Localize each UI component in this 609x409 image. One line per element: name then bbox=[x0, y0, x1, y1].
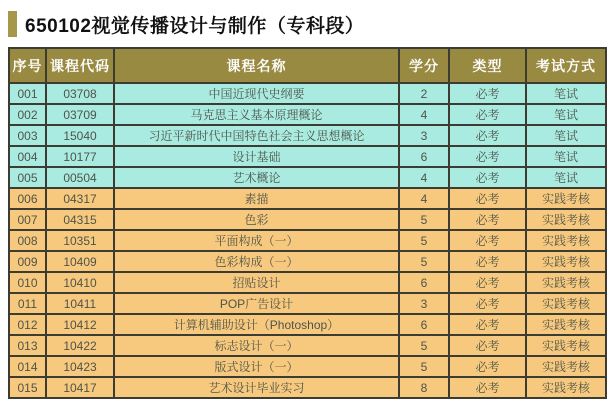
table-cell: 实践考核 bbox=[526, 188, 606, 209]
table-cell: 实践考核 bbox=[526, 356, 606, 377]
table-cell: 014 bbox=[9, 356, 46, 377]
table-cell: 实践考核 bbox=[526, 251, 606, 272]
table-cell: 6 bbox=[399, 272, 449, 293]
table-cell: 实践考核 bbox=[526, 230, 606, 251]
table-cell: 必考 bbox=[449, 377, 526, 398]
table-cell: 10412 bbox=[46, 314, 114, 335]
table-cell: 平面构成（一） bbox=[114, 230, 399, 251]
table-cell: POP广告设计 bbox=[114, 293, 399, 314]
table-cell: 10411 bbox=[46, 293, 114, 314]
table-cell: 招贴设计 bbox=[114, 272, 399, 293]
table-cell: 实践考核 bbox=[526, 314, 606, 335]
table-cell: 009 bbox=[9, 251, 46, 272]
table-row bbox=[9, 377, 606, 398]
table-row bbox=[9, 83, 606, 104]
header-cell: 学分 bbox=[399, 48, 449, 83]
table-cell: 003 bbox=[9, 125, 46, 146]
table-cell: 006 bbox=[9, 188, 46, 209]
table-cell: 中国近现代史纲要 bbox=[114, 83, 399, 104]
table-cell: 2 bbox=[399, 83, 449, 104]
table-cell: 必考 bbox=[449, 251, 526, 272]
table-row bbox=[9, 272, 606, 293]
table-cell: 必考 bbox=[449, 293, 526, 314]
table-cell: 012 bbox=[9, 314, 46, 335]
table-cell: 版式设计（一） bbox=[114, 356, 399, 377]
table-row bbox=[9, 125, 606, 146]
table-cell: 15040 bbox=[46, 125, 114, 146]
table-cell: 5 bbox=[399, 251, 449, 272]
table-row bbox=[9, 209, 606, 230]
header-cell: 课程代码 bbox=[46, 48, 114, 83]
table-cell: 03708 bbox=[46, 83, 114, 104]
table-cell: 素描 bbox=[114, 188, 399, 209]
table-row bbox=[9, 167, 606, 188]
table-cell: 004 bbox=[9, 146, 46, 167]
table-cell: 10417 bbox=[46, 377, 114, 398]
table-cell: 实践考核 bbox=[526, 209, 606, 230]
table-cell: 5 bbox=[399, 230, 449, 251]
table-cell: 必考 bbox=[449, 188, 526, 209]
table-row bbox=[9, 356, 606, 377]
table-cell: 10409 bbox=[46, 251, 114, 272]
table-cell: 实践考核 bbox=[526, 272, 606, 293]
table-cell: 015 bbox=[9, 377, 46, 398]
table-cell: 10423 bbox=[46, 356, 114, 377]
table-cell: 5 bbox=[399, 356, 449, 377]
table-row bbox=[9, 251, 606, 272]
table-cell: 马克思主义基本原理概论 bbox=[114, 104, 399, 125]
title-marker-bar bbox=[8, 11, 17, 37]
table-cell: 笔试 bbox=[526, 83, 606, 104]
table-cell: 5 bbox=[399, 335, 449, 356]
table-cell: 4 bbox=[399, 167, 449, 188]
table-cell: 6 bbox=[399, 314, 449, 335]
title-row bbox=[0, 0, 609, 40]
table-cell: 实践考核 bbox=[526, 377, 606, 398]
table-cell: 4 bbox=[399, 104, 449, 125]
table-row bbox=[9, 335, 606, 356]
table-cell: 必考 bbox=[449, 272, 526, 293]
table-cell: 艺术设计毕业实习 bbox=[114, 377, 399, 398]
table-row bbox=[9, 230, 606, 251]
table-cell: 3 bbox=[399, 293, 449, 314]
table-row bbox=[9, 188, 606, 209]
table-row bbox=[9, 104, 606, 125]
table-cell: 10177 bbox=[46, 146, 114, 167]
table-cell: 艺术概论 bbox=[114, 167, 399, 188]
table-row bbox=[9, 314, 606, 335]
table-cell: 计算机辅助设计（Photoshop） bbox=[114, 314, 399, 335]
table-cell: 002 bbox=[9, 104, 46, 125]
table-cell: 必考 bbox=[449, 209, 526, 230]
table-cell: 必考 bbox=[449, 356, 526, 377]
table-cell: 8 bbox=[399, 377, 449, 398]
header-cell: 考试方式 bbox=[526, 48, 606, 83]
table-cell: 04315 bbox=[46, 209, 114, 230]
table-cell: 10410 bbox=[46, 272, 114, 293]
table-row bbox=[9, 293, 606, 314]
table-cell: 10422 bbox=[46, 335, 114, 356]
table-row bbox=[9, 146, 606, 167]
course-table-body bbox=[9, 83, 606, 398]
table-cell: 4 bbox=[399, 188, 449, 209]
table-cell: 10351 bbox=[46, 230, 114, 251]
table-cell: 色彩 bbox=[114, 209, 399, 230]
table-cell: 笔试 bbox=[526, 125, 606, 146]
course-table-header-row bbox=[9, 48, 606, 83]
table-cell: 6 bbox=[399, 146, 449, 167]
header-cell: 类型 bbox=[449, 48, 526, 83]
table-cell: 实践考核 bbox=[526, 293, 606, 314]
table-cell: 设计基础 bbox=[114, 146, 399, 167]
page-title: 650102视觉传播设计与制作（专科段） bbox=[25, 15, 365, 37]
table-cell: 04317 bbox=[46, 188, 114, 209]
table-cell: 笔试 bbox=[526, 146, 606, 167]
table-cell: 007 bbox=[9, 209, 46, 230]
table-cell: 必考 bbox=[449, 83, 526, 104]
table-cell: 习近平新时代中国特色社会主义思想概论 bbox=[114, 125, 399, 146]
table-cell: 必考 bbox=[449, 125, 526, 146]
table-cell: 必考 bbox=[449, 167, 526, 188]
table-cell: 色彩构成（一） bbox=[114, 251, 399, 272]
table-cell: 笔试 bbox=[526, 104, 606, 125]
table-cell: 标志设计（一） bbox=[114, 335, 399, 356]
header-cell: 课程名称 bbox=[114, 48, 399, 83]
table-cell: 013 bbox=[9, 335, 46, 356]
course-table bbox=[8, 47, 607, 399]
table-cell: 必考 bbox=[449, 146, 526, 167]
table-cell: 5 bbox=[399, 209, 449, 230]
table-cell: 3 bbox=[399, 125, 449, 146]
table-cell: 008 bbox=[9, 230, 46, 251]
header-cell: 序号 bbox=[9, 48, 46, 83]
table-cell: 必考 bbox=[449, 104, 526, 125]
table-cell: 必考 bbox=[449, 335, 526, 356]
table-cell: 011 bbox=[9, 293, 46, 314]
table-cell: 03709 bbox=[46, 104, 114, 125]
table-cell: 必考 bbox=[449, 314, 526, 335]
table-cell: 005 bbox=[9, 167, 46, 188]
table-cell: 实践考核 bbox=[526, 335, 606, 356]
table-cell: 必考 bbox=[449, 230, 526, 251]
table-cell: 010 bbox=[9, 272, 46, 293]
table-cell: 001 bbox=[9, 83, 46, 104]
table-cell: 笔试 bbox=[526, 167, 606, 188]
table-cell: 00504 bbox=[46, 167, 114, 188]
